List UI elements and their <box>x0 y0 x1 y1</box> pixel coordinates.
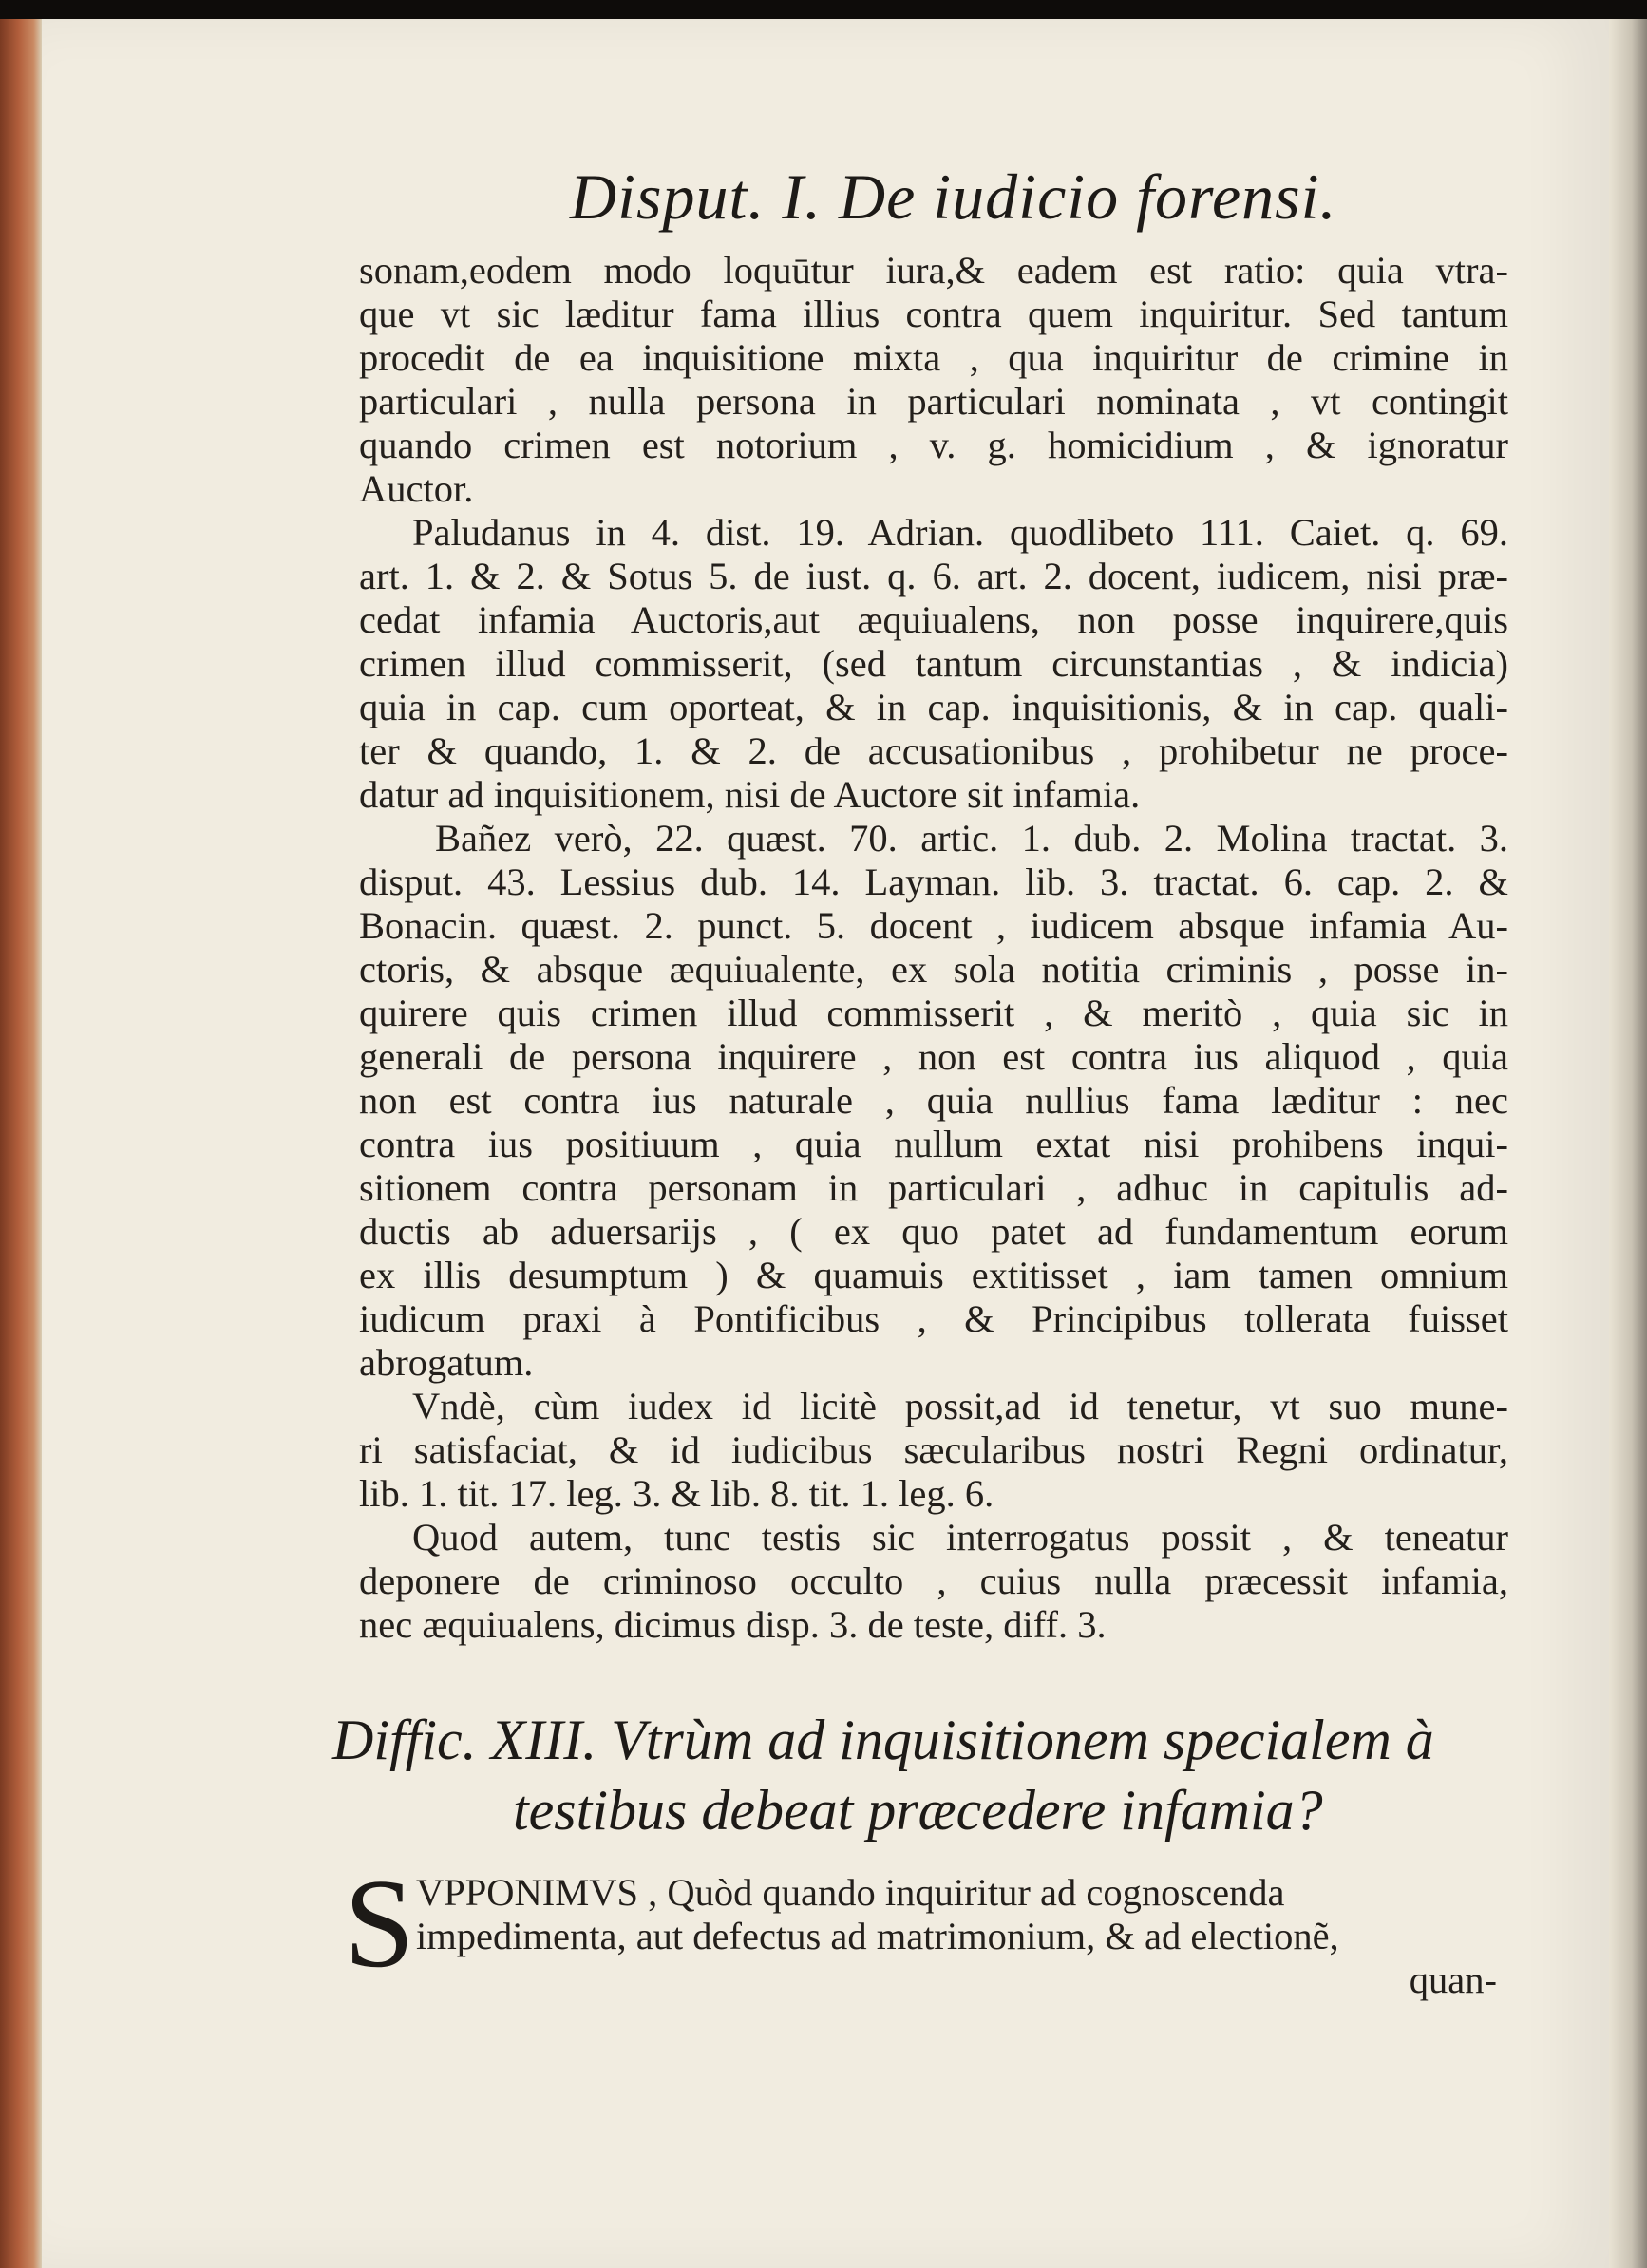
text-line: datur ad inquisitionem, nisi de Auctore sit infamia. <box>359 773 1141 816</box>
paragraph <box>359 249 1508 511</box>
text-line: sonam,eodem modo loquūtur iura,& eadem est ratio: quia vtra- <box>359 249 1508 292</box>
text-line: crimen illud commisserit, (sed tantum circunstantias , & indicia) <box>359 642 1508 685</box>
text-line: particulari , nulla persona in particulari nominata , vt contingit <box>359 380 1508 423</box>
catchword: quan- <box>1409 1958 1497 2001</box>
text-line: ex illis desumptum ) & quamuis extitisset , iam tamen omnium <box>359 1254 1508 1296</box>
text-line: non est contra ius naturale , quia nullius fama læditur : nec <box>359 1079 1508 1122</box>
paragraph <box>359 1385 1508 1516</box>
section-heading <box>332 1705 1510 1845</box>
text-line: art. 1. & 2. & Sotus 5. de iust. q. 6. art. 2. docent, iudicem, nisi præ- <box>359 555 1508 597</box>
opening-paragraph <box>344 1853 1508 2002</box>
text-line: que vt sic læditur fama illius contra quem inquiritur. Sed tantum <box>359 293 1508 335</box>
text-line: deponere de criminoso occulto , cuius nulla præcessit infamia, <box>359 1559 1508 1602</box>
text-line: Vndè, cùm iudex id licitè possit,ad id tenetur, vt suo mune- <box>412 1385 1508 1427</box>
text-line: quirere quis crimen illud commisserit , & meritò , quia sic in <box>359 992 1508 1034</box>
text-line: cedat infamia Auctoris,aut æquiualens, non posse inquirere,quis <box>359 598 1508 641</box>
text-line: ri satisfaciat, & id iudicibus sæcularibus nostri Regni ordinatur, <box>359 1428 1508 1471</box>
paragraph <box>359 511 1508 817</box>
page-gutter-shadow <box>1609 19 1647 2268</box>
text-line: generali de persona inquirere , non est contra ius aliquod , quia <box>359 1035 1508 1078</box>
heading-line: Diffic. XIII. Vtrùm ad inquisitionem specialem à <box>332 1709 1434 1771</box>
text-line: Bañez verò, 22. quæst. 70. artic. 1. dub. 2. Molina tractat. 3. <box>435 817 1508 860</box>
text-line: iudicum praxi à Pontificibus , & Principibus tollerata fuisset <box>359 1297 1508 1340</box>
paragraph <box>359 1516 1508 1647</box>
running-head: Disput. I. De iudicio forensi. <box>570 161 1337 233</box>
text-line: contra ius positiuum , quia nullum extat nisi prohibens inqui- <box>359 1123 1508 1165</box>
text-line: quia in cap. cum oporteat, & in cap. inquisitionis, & in cap. quali- <box>359 686 1508 728</box>
text-line: lib. 1. tit. 17. leg. 3. & lib. 8. tit. 1. leg. 6. <box>359 1472 994 1515</box>
text-line: procedit de ea inquisitione mixta , qua inquiritur de crimine in <box>359 336 1508 379</box>
text-line: quando crimen est notorium , v. g. homicidium , & ignoratur <box>359 424 1508 466</box>
drop-cap: S <box>344 1853 415 1994</box>
text-line: Paludanus in 4. dist. 19. Adrian. quodlibeto 111. Caiet. q. 69. <box>412 511 1508 554</box>
heading-line: testibus debeat præcedere infamia? <box>513 1779 1323 1842</box>
text-line: disput. 43. Lessius dub. 14. Layman. lib. 3. tractat. 6. cap. 2. & <box>359 860 1508 903</box>
scan-top-border <box>0 0 1647 19</box>
text-line: ductis ab aduersarijs , ( ex quo patet ad fundamentum eorum <box>359 1210 1508 1253</box>
text-line: Quod autem, tunc testis sic interrogatus possit , & teneatur <box>412 1516 1508 1559</box>
text-line: impedimenta, aut defectus ad matrimonium, & ad electionẽ, <box>416 1915 1339 1957</box>
text-line: VPPONIMVS , Quòd quando inquiritur ad cognoscenda <box>416 1871 1285 1914</box>
text-line: abrogatum. <box>359 1341 534 1384</box>
book-edge <box>0 19 42 2268</box>
text-line: Bonacin. quæst. 2. punct. 5. docent , iudicem absque infamia Au- <box>359 904 1508 947</box>
text-line: Auctor. <box>359 467 474 510</box>
paragraph <box>359 817 1508 1385</box>
text-line: nec æquiualens, dicimus disp. 3. de teste, diff. 3. <box>359 1603 1107 1646</box>
text-line: ctoris, & absque æquiualente, ex sola notitia criminis , posse in- <box>359 948 1508 991</box>
text-line: sitionem contra personam in particulari , adhuc in capitulis ad- <box>359 1166 1508 1209</box>
text-line: ter & quando, 1. & 2. de accusationibus , prohibetur ne proce- <box>359 729 1508 772</box>
body-text <box>359 249 1508 1647</box>
